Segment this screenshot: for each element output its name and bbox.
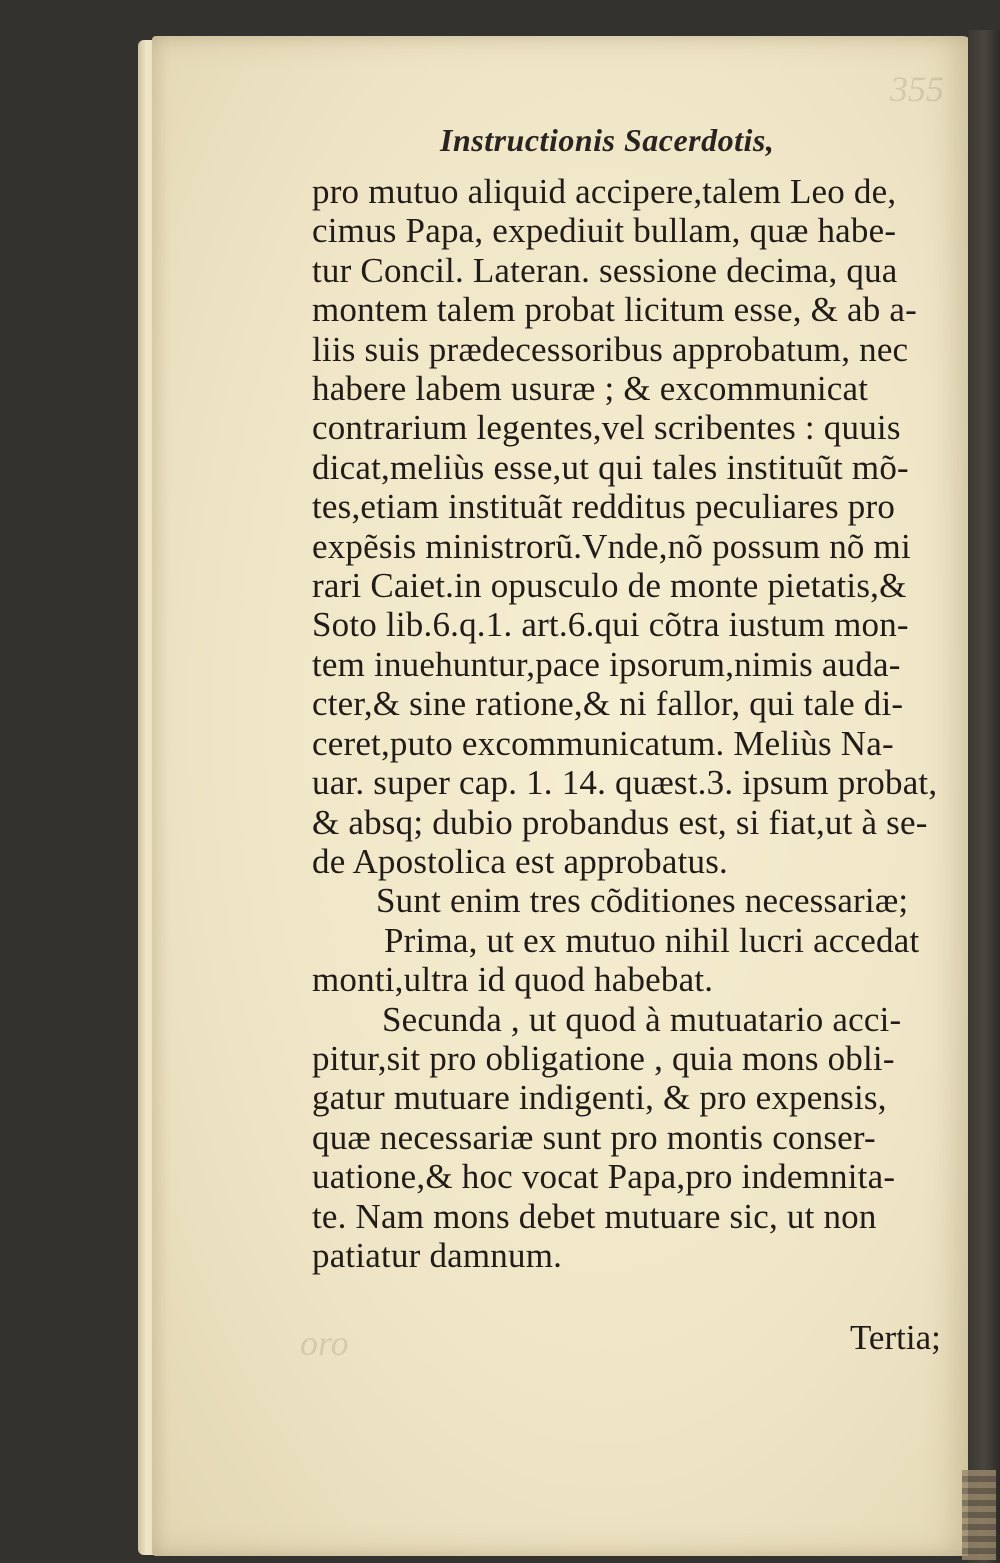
text-line: tur Concil. Lateran. sessione decima, qua [312,250,898,290]
binding-ribbon [962,1470,996,1560]
text-line: expẽsis ministrorũ.Vnde,nõ possum nõ mi [312,526,911,566]
text-line: cter,& sine ratione,& ni fallor, qui tale di- [312,684,904,724]
text-line: patiatur damnum. [312,1235,563,1275]
text-line: Soto lib.6.q.1. art.6.qui cõtra iustum mon- [312,605,909,645]
text-line: habere labem usuræ ; & excommunicat [312,369,869,409]
text-line: de Apostolica est approbatus. [312,841,728,881]
text-line: Secunda , ut quod à mutuatario acci- [382,999,902,1039]
text-line: tes,etiam instituãt redditus peculiares pro [312,487,896,527]
text-line: uatione,& hoc vocat Papa,pro indemnita- [312,1157,896,1197]
text-line: tem inuehuntur,pace ipsorum,nimis auda- [312,644,901,684]
text-line: dicat,meliùs esse,ut qui tales instituũt mõ- [312,447,909,487]
body-text [312,172,962,1275]
text-line: Sunt enim tres cõditiones necessariæ; [376,881,909,921]
text-line: uar. super cap. 1. 14. quæst.3. ipsum probat, [312,763,938,803]
text-line: rari Caiet.in opusculo de monte pietatis,& [312,566,907,606]
text-line: liis suis prædecessoribus approbatum, nec [312,329,909,369]
text-line: pitur,sit pro obligatione , quia mons obli- [312,1038,895,1078]
text-line: te. Nam mons debet mutuare sic, ut non [312,1196,877,1236]
running-head: Instructionis Sacerdotis, [440,122,775,158]
show-through-ink: oro [300,1323,349,1363]
text-line: & absq; dubio probandus est, si fiat,ut à se- [312,802,928,842]
text-line: cimus Papa, expediuit bullam, quæ habe- [312,211,897,251]
text-line: Prima, ut ex mutuo nihil lucri accedat [384,920,920,960]
text-line: pro mutuo aliquid accipere,talem Leo de, [312,172,897,211]
text-line: contrarium legentes,vel scribentes : quuis [312,408,901,448]
catchword: Tertia; [850,1318,941,1357]
text-line: gatur mutuare indigenti, & pro expensis, [312,1078,887,1118]
text-line: montem talem probat licitum esse, & ab a- [312,290,917,330]
show-through-ink: 355 [890,69,944,109]
book-binding [968,30,1000,1563]
text-line: ceret,puto excommunicatum. Meliùs Na- [312,723,894,763]
text-line: monti,ultra id quod habebat. [312,960,714,1000]
text-line: quæ necessariæ sunt pro montis conser- [312,1117,876,1157]
